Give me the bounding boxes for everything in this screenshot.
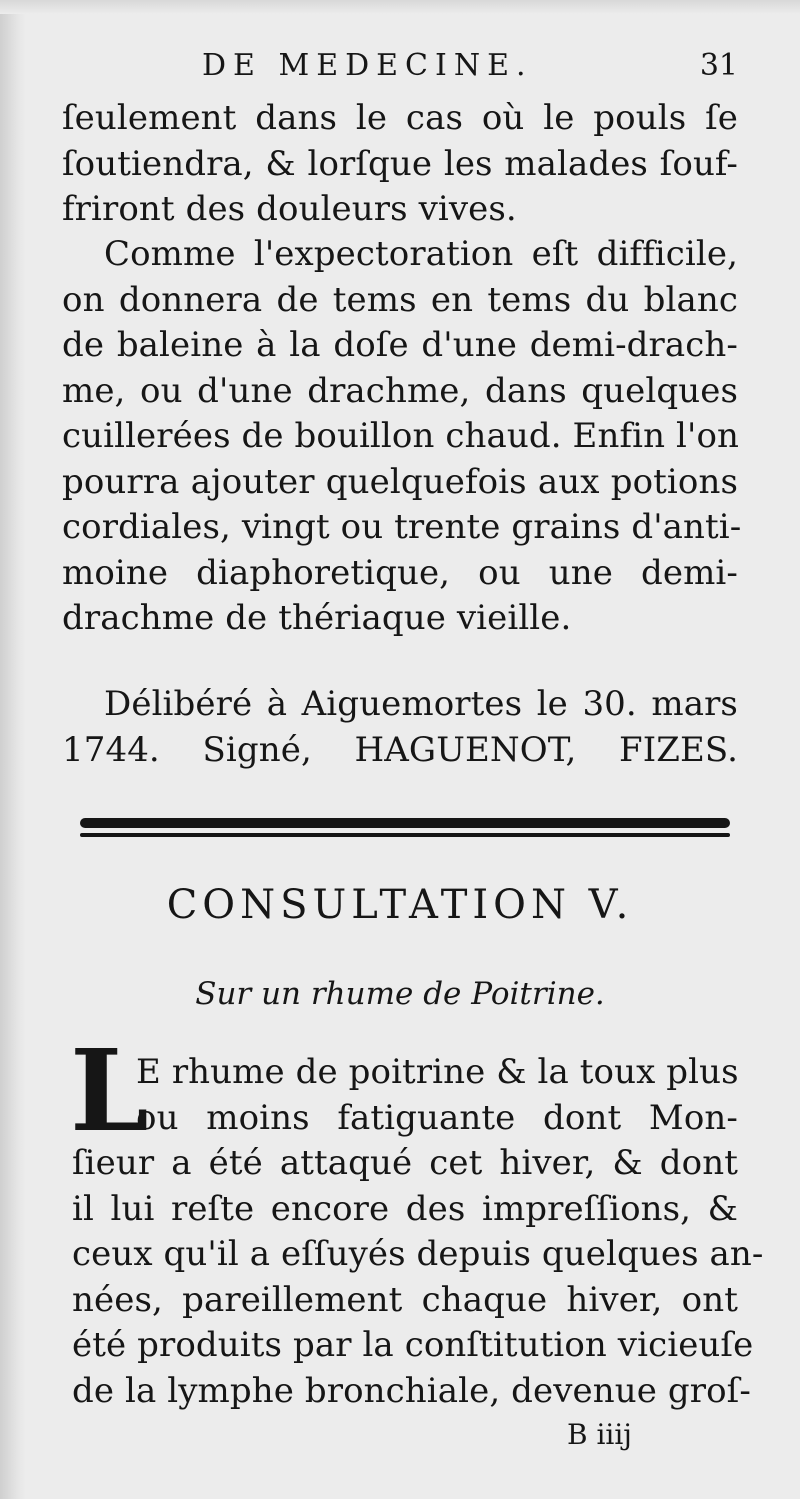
text-line: Comme l'expectoration eſt difficile, [104,234,738,274]
text-line: ceux qu'il a eſſuyés depuis quelques an- [72,1234,764,1274]
paragraph-expectoration [62,232,742,642]
section-divider [80,816,730,842]
signature-block [62,682,738,773]
text-line: de baleine à la doſe d'une demi-drach- [62,325,738,365]
divider-thick-rule [80,818,730,828]
text-line: E rhume de poitrine & la toux plus [136,1052,739,1092]
divider-thin-rule [80,833,730,837]
drop-cap: L [70,1026,149,1157]
text-line: cordiales, vingt ou trente grains d'anti- [62,507,742,547]
text-line: me, ou d'une drachme, dans quelques [62,370,738,411]
text-line: on donnera de tems en tems du blanc [62,279,738,320]
consultation-body [72,1050,764,1414]
deliberation-line: Délibéré à Aiguemortes le 30. mars [104,684,738,724]
text-line: ſeulement dans le cas où le pouls ſe [62,98,738,138]
page-number: 31 [699,48,738,83]
text-line: nées, pareillement chaque hiver, ont [72,1279,738,1320]
consultation-title: CONSULTATION V. [166,882,634,928]
running-head: DE MEDECINE. [202,48,533,83]
text-line: de la lymphe bronchiale, devenue groſ- [72,1370,751,1411]
text-line: friront des douleurs vives. [62,189,517,229]
page-top-shadow [0,0,800,14]
text-line: ſoutiendra, & lorſque les malades ſouf- [62,143,738,184]
text-line: il lui reſte encore des impreſſions, & [72,1188,738,1229]
page-edge-shadow [0,0,26,1499]
consultation-subtitle: Sur un rhume de Poitrine. [195,976,605,1012]
text-line: ſieur a été attaqué cet hiver, & dont [72,1143,738,1183]
page-header [62,48,738,94]
text-line: cuillerées de bouillon chaud. Enfin l'on [62,416,740,456]
text-line: pourra ajouter quelquefois aux potions [62,461,738,502]
text-line: ou moins fatiguante dont Mon- [136,1097,738,1138]
catchword-signature-mark: B iiij [566,1418,632,1451]
text-line: été produits par la conſtitution vicieuſe [72,1325,754,1365]
text-line: moine diaphoretique, ou une demi- [62,552,738,593]
paragraph-continuation [62,96,738,233]
text-line: drachme de thériaque vieille. [62,598,572,638]
signed-line: 1744. Signé, HAGUENOT, FIZES. [62,729,738,770]
